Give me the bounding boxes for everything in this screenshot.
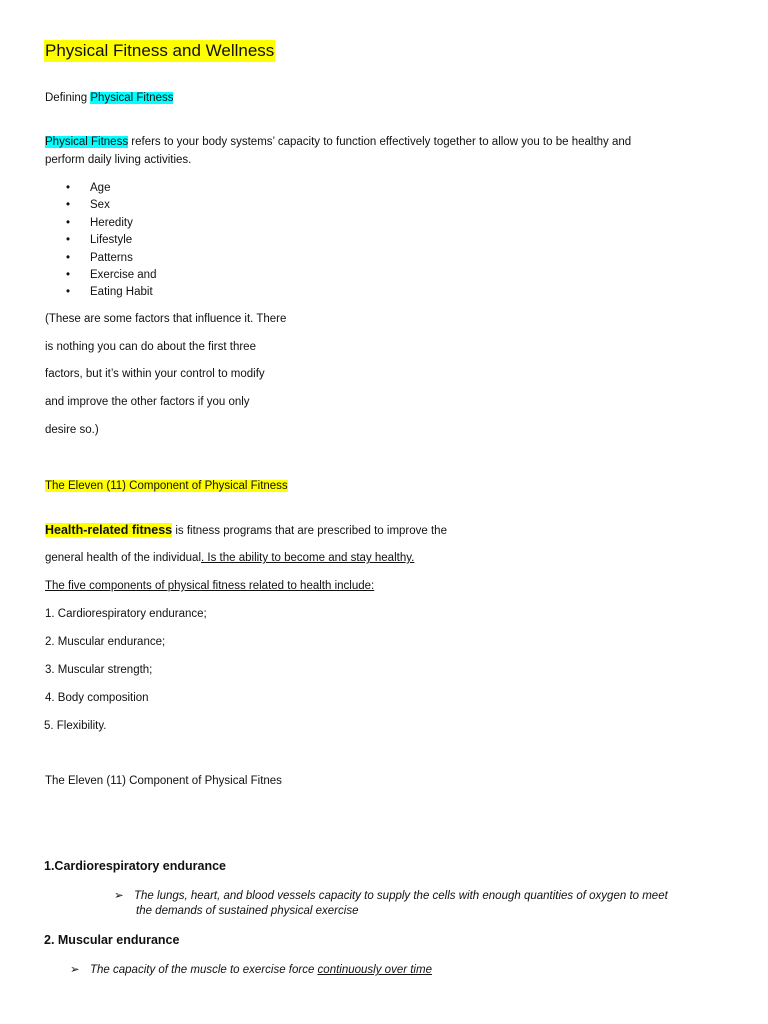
health-line1-rest: is fitness programs that are prescribed to improve the	[172, 525, 447, 537]
factors-note-line: and improve the other factors if you only	[45, 396, 250, 408]
health-line2-underlined: . Is the ability to become and stay healthy.	[201, 552, 415, 564]
defining-heading	[45, 92, 173, 104]
health-component-item: 4. Body composition	[45, 692, 149, 704]
factor-label: Sex	[90, 199, 110, 212]
section1-text-1: The lungs, heart, and blood vessels capacity to supply the cells with enough quantities of oxygen to meet	[134, 890, 668, 902]
factors-note-line: desire so.)	[45, 424, 99, 436]
intro-line-1	[45, 135, 631, 150]
health-line-2	[45, 552, 414, 564]
bullet-icon: •	[66, 251, 71, 264]
health-term: Health-related fitness	[45, 523, 173, 537]
factor-label: Lifestyle	[90, 234, 133, 247]
section2-text: The capacity of the muscle to exercise force	[90, 964, 318, 976]
list-item	[66, 197, 156, 214]
arrow-bullet-icon: ➢	[70, 964, 80, 976]
section2-heading: 2. Muscular endurance	[44, 933, 180, 947]
intro-line1-rest: refers to your body systems’ capacity to function effectively together to allow you to be healthy and	[128, 136, 632, 148]
section2-line	[70, 962, 432, 976]
factor-label: Eating Habit	[90, 286, 153, 299]
intro-paragraph	[45, 135, 631, 168]
health-line2-plain: general health of the individual	[45, 552, 202, 564]
eleven-components-heading-2: The Eleven (11) Component of Physical Fitnes	[45, 775, 282, 787]
health-component-item: 2. Muscular endurance;	[45, 636, 166, 648]
health-component-item: 5. Flexibility.	[44, 720, 107, 732]
bullet-icon: •	[66, 286, 71, 299]
factors-note-line: factors, but it’s within your control to modify	[45, 368, 265, 380]
factors-list	[66, 180, 156, 302]
defining-highlight: Physical Fitness	[90, 92, 174, 104]
section2-underlined: continuously over time	[317, 964, 432, 976]
section1-line-2: the demands of sustained physical exercise	[136, 905, 359, 917]
list-item	[66, 232, 156, 249]
section1-heading: 1.Cardiorespiratory endurance	[44, 859, 227, 873]
bullet-icon: •	[66, 182, 71, 194]
bullet-icon: •	[66, 234, 71, 247]
health-component-item: 3. Muscular strength;	[45, 664, 153, 676]
bullet-icon: •	[66, 199, 71, 212]
bullet-icon: •	[66, 216, 71, 229]
defining-prefix: Defining	[45, 92, 91, 104]
list-item	[66, 250, 156, 267]
factors-note-line: is nothing you can do about the first three	[45, 341, 256, 353]
intro-term: Physical Fitness	[45, 136, 129, 148]
intro-line-2: perform daily living activities.	[45, 154, 192, 166]
arrow-bullet-icon: ➢	[114, 890, 124, 902]
list-item	[66, 284, 156, 301]
bullet-icon: •	[66, 268, 71, 281]
factor-label: Age	[90, 182, 111, 194]
section1-line-1	[114, 888, 668, 902]
five-components-intro: The five components of physical fitness related to health include:	[45, 580, 375, 592]
factor-label: Heredity	[90, 216, 133, 229]
list-item	[66, 180, 156, 197]
factor-label: Exercise and	[90, 268, 157, 281]
list-item	[66, 267, 156, 284]
page-title: Physical Fitness and Wellness	[45, 41, 275, 60]
factor-label: Patterns	[90, 251, 133, 264]
eleven-components-heading: The Eleven (11) Component of Physical Fitness	[45, 480, 288, 492]
health-line-1	[45, 523, 447, 537]
factors-note-line: (These are some factors that influence it. There	[45, 313, 287, 325]
list-item	[66, 215, 156, 232]
health-component-item: 1. Cardiorespiratory endurance;	[45, 608, 207, 620]
